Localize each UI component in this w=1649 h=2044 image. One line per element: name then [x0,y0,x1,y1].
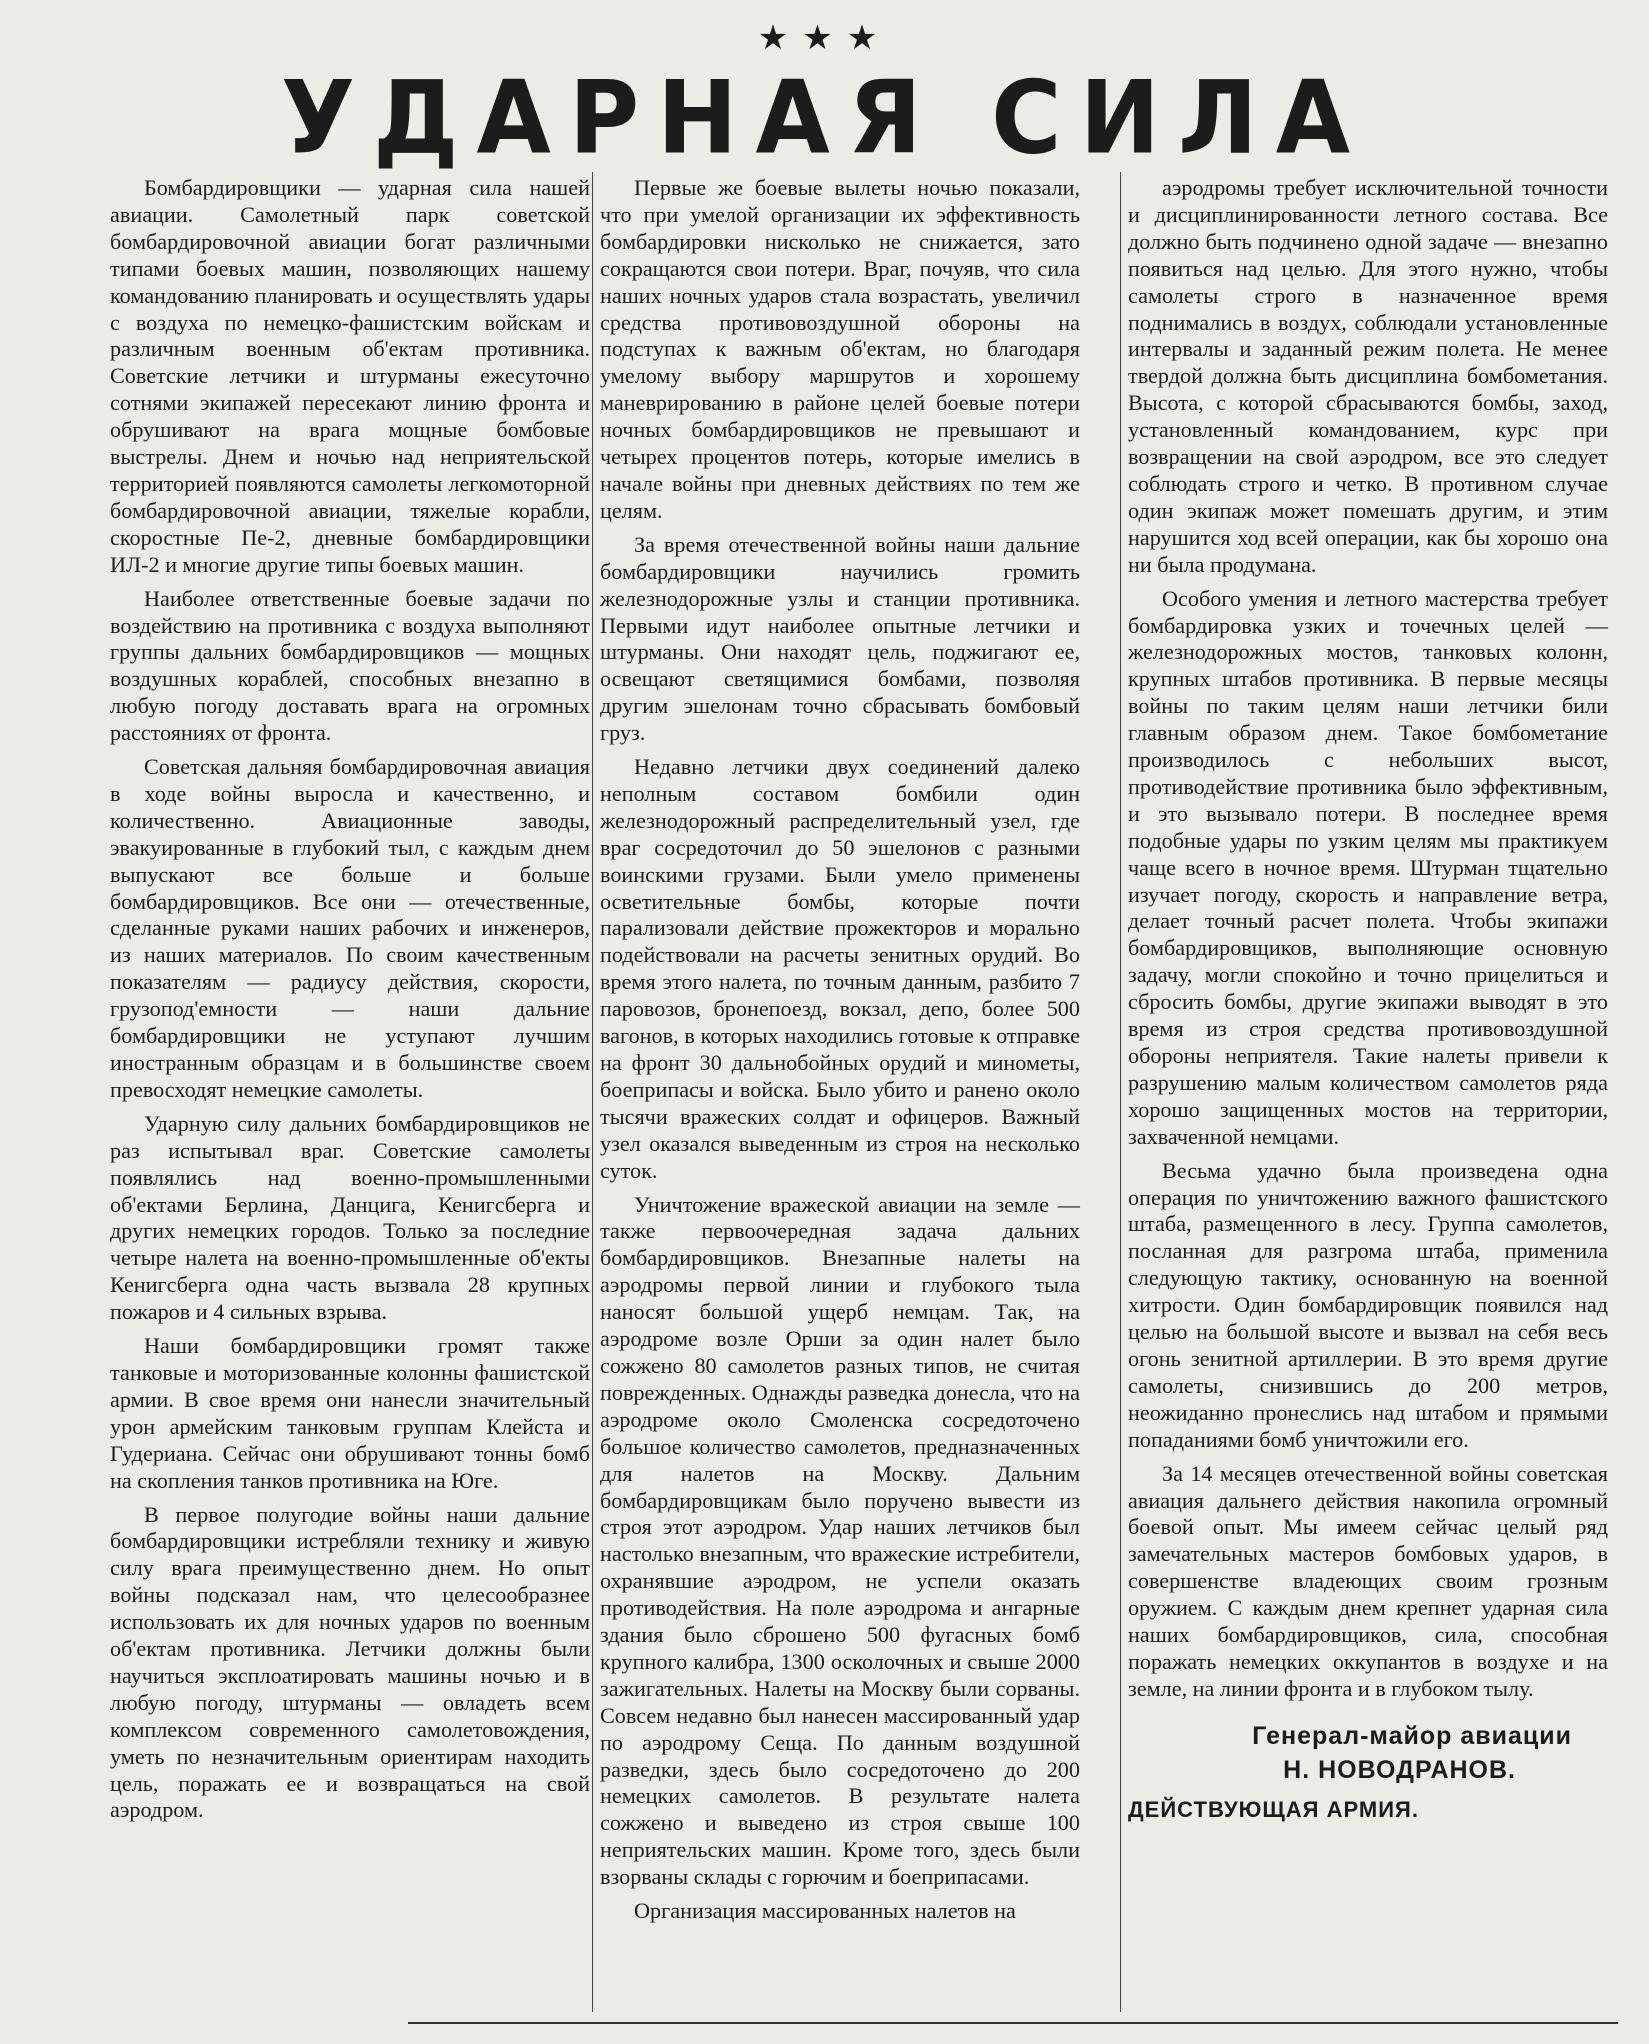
paragraph: аэродромы требует исключительной точности и дисциплинированности летного состава. Все должно быть подчинено одной задаче — внезапно появиться над целью. Для этого нужно, чтобы самолеты строго в назначенное время поднимались в воздух, соблюдали установленные интервалы и заданный режим полета. Не менее твердой должна быть дисциплина бомбометания. Высота, с которой сбрасываются бомбы, заход, установленный командованием, курс при возвращении на свой аэродром, все это следует соблюдать строго и четко. В противном случае один экипаж может помешать другим, и этим нарушится ход всей операции, как бы хорошо она ни была продумана. [1128,175,1608,577]
paragraph: Советская дальняя бомбардировочная авиация в ходе войны выросла и качественно, и количественно. Авиационные заводы, эвакуированные в глубокий тыл, с каждым днем выпускают все больше и больше бомбардировщиков. Все они — отечественные, сделанные руками наших рабочих и инженеров, из наших материалов. По своим качественным показателям — радиусу действия, скорости, грузопод'емности — наши дальние бомбардировщики не уступают лучшим иностранным образцам и в большинстве своем превосходят немецкие самолеты. [110,754,590,1102]
paragraph: Особого умения и летного мастерства требует бомбардировка узких и точечных целей — железнодорожных мостов, танковых колонн, крупных штабов противника. В первые месяцы войны по таким целям наши летчики били главным образом днем. Такое бомбометание производилось с небольших высот, противодействие противника было эффективным, и это вызывало потери. В последнее время подобные удары по узким целям мы практикуем чаще всего в ночное время. Штурман тщательно изучает погоду, скорость и направление ветра, делает точный расчет полета. Чтобы экипажи бомбардировщиков, выполняющие основную задачу, могли спокойно и точно прицелиться и сбросить бомбы, другие экипажи выводят в это время из строя средства противовоздушной обороны неприятеля. Такие налеты привели к разрушению малым количеством самолетов ряда хорошо защищенных мостов на территории, захваченной немцами. [1128,585,1608,1149]
paragraph: Бомбардировщики — ударная сила нашей авиации. Самолетный парк советской бомбардировочной авиации богат различными типами боевых машин, позволяющих нашему командованию планировать и осуществлять удары с воздуха по немецко-фашистским войскам и различным военным об'ектам противника. Советские летчики и штурманы ежесуточно сотнями экипажей пересекают линию фронта и обрушивают на врага мощные бомбовые выстрелы. Днем и ночью над неприятельской территорией появляются самолеты легкомоторной бомбардировочной авиации, тяжелые корабли, скоростные Пе-2, дневные бомбардировщики ИЛ-2 и многие другие типы боевых машин. [110,175,590,577]
author-signature [1128,1719,1608,1787]
paragraph: Наши бомбардировщики громят также танковые и моторизованные колонны фашистской армии. В свое время они нанесли значительный урон армейским танковым группам Клейста и Гудериана. Сейчас они обрушивают тонны бомб на скопления танков противника на Юге. [110,1333,590,1493]
article-title: УДАРНАЯ СИЛА [281,59,1368,177]
column-rule-2 [1120,172,1121,2012]
column-2 [600,175,1080,1932]
paragraph: За время отечественной войны наши дальние бомбардировщики научились громить железнодорожные узлы и станции противника. Первыми идут наиболее опытные летчики и штурманы. Они находят цель, поджигают ее, освещают светящимися бомбами, позволяя другим эшелонам точно сбрасывать бомбовый груз. [600,531,1080,746]
paragraph: За 14 месяцев отечественной войны советская авиация дальнего действия накопила огромный боевой опыт. Мы имеем сейчас целый ряд замечательных мастеров бомбовых ударов, в совершенстве владеющих своим грозным оружием. С каждым днем крепнет ударная сила наших бомбардировщиков, сила, способная поражать немецких оккупантов в воздухе и на земле, на линии фронта и в глубоком тылу. [1128,1460,1608,1701]
paragraph: Наиболее ответственные боевые задачи по воздействию на противника с воздуха выполняют группы дальних бомбардировщиков — мощных воздушных кораблей, способных внезапно в любую погоду доставать врага на огромных расстояниях от фронта. [110,585,590,746]
ornament-stars: ★★★ [757,18,892,58]
paragraph: В первое полугодие войны наши дальние бомбардировщики истребляли технику и живую силу врага преимущественно днем. Но опыт войны подсказал нам, что целесообразнее использовать их для ночных ударов по военным об'ектам противника. Летчики должны были научиться эксплоатировать машины ночью и в любую погоду, штурманы — овладеть всем комплексом современного самолетовождения, уметь по незначительным ориентирам находить цель, поражать ее и возвращаться на свой аэродром. [110,1501,590,1823]
paragraph: Уничтожение вражеской авиации на земле — также первоочередная задача дальних бомбардировщиков. Внезапные налеты на аэродромы первой линии и глубокого тыла наносят большой ущерб немцам. Так, на аэродроме возле Орши за один налет было сожжено 80 самолетов разных типов, не считая поврежденных. Однажды разведка донесла, что на аэродроме около Смоленска сосредоточено большое количество самолетов, предназначенных для налетов на Москву. Дальним бомбардировщикам было поручено вывести из строя этот аэродром. Удар наших летчиков был настолько внезапным, что вражеские истребители, охранявшие аэродром, не успели оказать противодействия. На поле аэродрома и ангарные здания было сброшено 500 фугасных бомб крупного калибра, 1300 осколочных и свыше 2000 зажигательных. Налеты на Москву были сорваны. Совсем недавно был нанесен массированный удар по аэродрому Сеща. По данным воздушной разведки, здесь было сосредоточено до 200 немецких самолетов. В результате налета сожжено и выведено из строя свыше 100 неприятельских машин. Кроме того, здесь были взорваны склады с горючим и боеприпасами. [600,1191,1080,1890]
paragraph: Организация массированных налетов на [634,1898,1016,1924]
column-3 [1128,175,1608,1824]
paragraph: Весьма удачно была произведена одна операция по уничтожению важного фашистского штаба, размещенного в лесу. Группа самолетов, посланная для разгрома штаба, применила следующую тактику, основанную на военной хитрости. Один бомбардировщик появился над целью на большой высоте и вызвал на себя весь огонь зенитной артиллерии. В это время другие самолеты, снизившись до 200 метров, неожиданно пронеслись над штабом и прямыми попаданиями бомб уничтожили его. [1128,1157,1608,1452]
paragraph: Первые же боевые вылеты ночью показали, что при умелой организации их эффективность бомбардировки нисколько не снижается, зато сокращаются свои потери. Враг, почуяв, что сила наших ночных ударов стала возрастать, увеличил средства противовоздушной обороны на подступах к важным об'ектам, но благодаря умелому выбору маршрутов и хорошему маневрированию в районе целей боевые потери ночных бомбардировщиков не превышают и четырех процентов потерь, которые имелись в начале войны при дневных действиях по тем же целям. [600,175,1080,523]
column-1 [110,175,590,1831]
author-unit: ДЕЙСТВУЮЩАЯ АРМИЯ. [1128,1796,1419,1822]
bottom-rule [408,2022,1618,2024]
column-rule-1 [592,172,593,2012]
author-name: Н. НОВОДРАНОВ. [1283,1755,1516,1784]
paragraph: Ударную силу дальних бомбардировщиков не раз испытывал враг. Советские самолеты появлялись над военно-промышленными об'ектами Берлина, Данцига, Кенигсберга и других немецких городов. Только за последние четыре налета на военно-промышленные об'екты Кенигсберга одна часть вызвала 28 крупных пожаров и 4 сильных взрыва. [110,1110,590,1325]
author-rank: Генерал-майор авиации [1252,1721,1572,1750]
paragraph: Недавно летчики двух соединений далеко неполным составом бомбили один железнодорожный распределительный узел, где враг сосредоточил до 50 эшелонов с разными воинскими грузами. Были умело применены осветительные бомбы, которые почти парализовали действие прожекторов и морально подействовали на расчеты зенитных орудий. Во время этого налета, по точным данным, разбито 7 паровозов, бронепоезд, вокзал, депо, более 500 вагонов, в которых находились готовые к отправке на фронт 30 дальнобойных орудий и минометы, боеприпасы и войска. Было убито и ранено около тысячи вражеских солдат и офицеров. Важный узел оказался выведенным из строя на несколько суток. [600,754,1080,1183]
